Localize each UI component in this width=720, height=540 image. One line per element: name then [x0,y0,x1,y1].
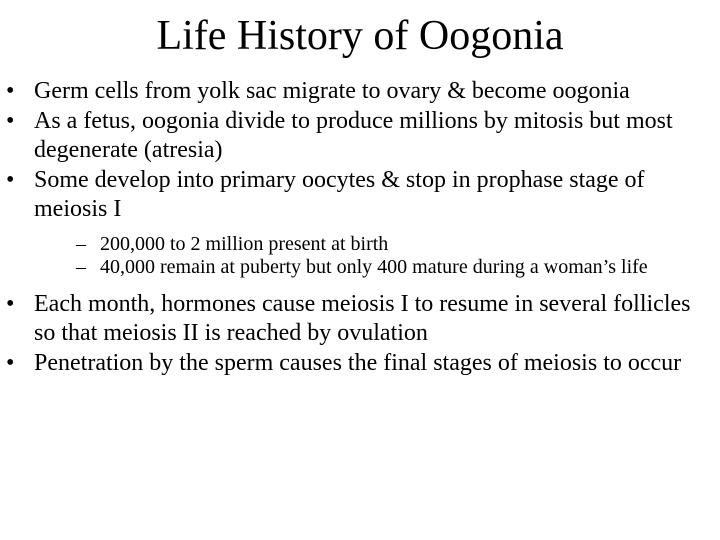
bullet-marker: • [6,349,15,376]
bullet-text: As a fetus, oogonia divide to produce millions by mitosis but most degenerate (atresia) [34,107,673,163]
bullet-text: Penetration by the sperm causes the final stages of meiosis to occur [34,349,682,376]
bullet-text: Some develop into primary oocytes & stop in prophase stage of meiosis I [34,166,645,222]
bullet-item [0,349,714,379]
bullet-marker: • [6,107,15,134]
sub-bullet-marker: – [76,256,86,278]
bullet-list [0,77,720,378]
bullet-marker: • [6,78,15,104]
sub-bullet-text: 200,000 to 2 million present at birth [100,232,389,255]
bullet-item [0,290,714,349]
sub-bullet-text: 40,000 remain at puberty but only 400 mature during a woman’s life [100,256,648,278]
sub-bullet-item [34,256,710,280]
bullet-marker: • [6,290,15,317]
bullet-text: Germ cells from yolk sac migrate to ovary & become oogonia [34,78,630,104]
sub-bullet-list [34,233,714,280]
sub-bullet-item [34,233,710,257]
sub-bullet-marker: – [76,232,86,255]
bullet-item [0,107,714,166]
slide-title: Life History of Oogonia [156,13,564,59]
bullet-item [0,77,714,107]
bullet-marker: • [6,166,15,193]
bullet-item [0,166,714,280]
bullet-text: Each month, hormones cause meiosis I to resume in several follicles so that meiosis II is reached by ovulation [34,290,691,346]
